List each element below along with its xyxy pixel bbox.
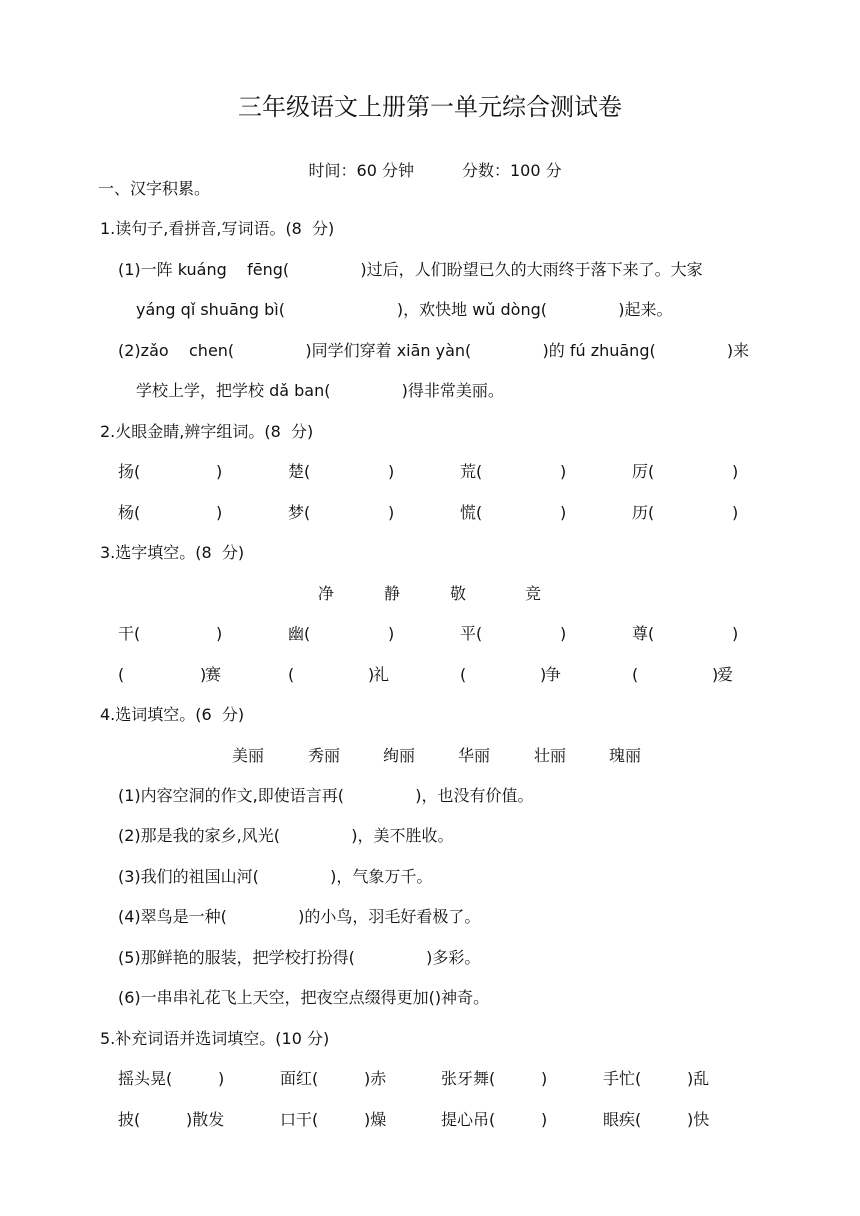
- page-title: 三年级语文上册第一单元综合测试卷: [238, 93, 622, 121]
- option-char: 敬: [450, 584, 467, 603]
- word-suffix: 爱: [717, 665, 734, 684]
- total-score: 分数：100 分: [461, 161, 562, 180]
- question-2-heading: 2.火眼金睛,辨字组词。(8 分): [100, 422, 314, 441]
- word-prefix: 幽(: [288, 624, 311, 643]
- fill-item: (1)内容空洞的作文,即使语言再( )，也没有价值。: [118, 786, 534, 805]
- paren-open: (: [288, 665, 295, 684]
- char-group-label: 荒(: [460, 462, 483, 481]
- fill-item: (4)翠鸟是一种( )的小鸟，羽毛好看极了。: [118, 907, 481, 926]
- exam-meta: [0, 138, 860, 182]
- question-1-line: yáng qǐ shuāng bì( )，欢快地 wǔ dòng( )起来。: [136, 300, 673, 319]
- idiom-item: 口干( )燥: [280, 1110, 387, 1129]
- paren-close: ): [388, 462, 395, 481]
- char-group-label: 梦(: [288, 503, 311, 522]
- char-group-label: 杨(: [118, 503, 141, 522]
- fill-item: (5)那鲜艳的服装，把学校打扮得( )多彩。: [118, 948, 481, 967]
- idiom-item: 披( )散发: [118, 1110, 225, 1129]
- paren-open: (: [632, 665, 639, 684]
- idiom-item: 手忙( )乱: [603, 1069, 710, 1088]
- char-group-label: 历(: [632, 503, 655, 522]
- paren-open: (: [460, 665, 467, 684]
- char-group-label: 慌(: [460, 503, 483, 522]
- option-word: 华丽: [458, 746, 491, 765]
- option-word: 绚丽: [383, 746, 416, 765]
- idiom-item: 面红( )赤: [280, 1069, 387, 1088]
- option-word: 美丽: [232, 746, 265, 765]
- idiom-item: 眼疾( )快: [603, 1110, 710, 1129]
- word-prefix: 干(: [118, 624, 141, 643]
- question-1-heading: 1.读句子,看拼音,写词语。(8 分): [100, 219, 335, 238]
- paren-close: ): [388, 503, 395, 522]
- paren-close: ): [560, 624, 567, 643]
- paren-close: ): [200, 665, 207, 684]
- idiom-item: 张牙舞( ): [441, 1069, 548, 1088]
- paren-close: ): [732, 462, 739, 481]
- paren-close: ): [368, 665, 375, 684]
- paren-close: ): [216, 503, 223, 522]
- char-group-label: 楚(: [288, 462, 311, 481]
- fill-item: (6)一串串礼花飞上天空，把夜空点缀得更加()神奇。: [118, 988, 490, 1007]
- paren-close: ): [216, 624, 223, 643]
- word-prefix: 平(: [460, 624, 483, 643]
- paren-close: ): [560, 503, 567, 522]
- char-group-label: 厉(: [632, 462, 655, 481]
- question-1-line: (2)zǎo chen( )同学们穿着 xiān yàn( )的 fú zhuāng( )来: [118, 341, 750, 360]
- question-1-line: (1)一阵 kuáng fēng( )过后，人们盼望已久的大雨终于落下来了。大家: [118, 260, 703, 279]
- paren-close: ): [560, 462, 567, 481]
- idiom-item: 摇头晃( ): [118, 1069, 225, 1088]
- time-limit: 时间：60 分钟: [308, 161, 414, 180]
- option-word: 瑰丽: [609, 746, 642, 765]
- char-group-label: 扬(: [118, 462, 141, 481]
- word-suffix: 赛: [205, 665, 222, 684]
- idiom-item: 提心吊( ): [441, 1110, 548, 1129]
- paren-close: ): [732, 503, 739, 522]
- paren-close: ): [540, 665, 547, 684]
- paren-close: ): [216, 462, 223, 481]
- option-char: 竞: [525, 584, 542, 603]
- paren-close: ): [388, 624, 395, 643]
- question-1-line: 学校上学，把学校 dǎ ban( )得非常美丽。: [136, 381, 504, 400]
- paren-close: ): [712, 665, 719, 684]
- option-word: 壮丽: [534, 746, 567, 765]
- word-prefix: 尊(: [632, 624, 655, 643]
- option-char: 静: [384, 584, 401, 603]
- option-char: 净: [318, 584, 335, 603]
- fill-item: (2)那是我的家乡,风光( )，美不胜收。: [118, 826, 454, 845]
- word-suffix: 礼: [373, 665, 390, 684]
- section-heading: 一、汉字积累。: [98, 179, 211, 198]
- question-3-heading: 3.选字填空。(8 分): [100, 543, 245, 562]
- paren-close: ): [732, 624, 739, 643]
- paren-open: (: [118, 665, 125, 684]
- word-suffix: 争: [545, 665, 562, 684]
- fill-item: (3)我们的祖国山河( )，气象万千。: [118, 867, 433, 886]
- question-4-heading: 4.选词填空。(6 分): [100, 705, 245, 724]
- option-word: 秀丽: [308, 746, 341, 765]
- question-5-heading: 5.补充词语并选词填空。(10 分): [100, 1029, 330, 1048]
